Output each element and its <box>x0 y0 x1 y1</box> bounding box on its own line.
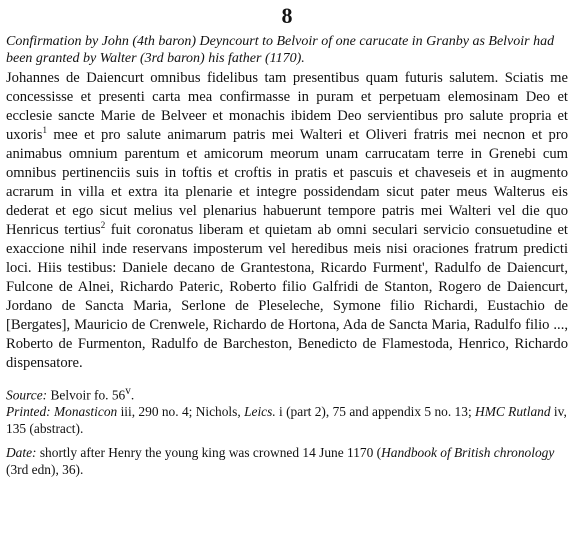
apparatus <box>6 383 568 478</box>
printed-title-monasticon: Monasticon <box>53 404 118 420</box>
printed-label: Printed: <box>6 404 51 420</box>
charter-text-part-3: fuit coronatus liberam et quietam ab omni seculari servicio consuetudine et exaccione nihil inde reservans imposterum vel heredibus meis nisi oraciones fratrum predicti loci. Hiis testibus: Daniele decano de Grantestona, Ricardo Furment', Radulfo de Daiencurt, Fulcone de Alnei, Richardo Pateric, Roberto filio Galfridi de Stanton, Rogero de Daiencurt, Jordano de Sancta Maria, Serlone de Pleseleche, Symone filio Richardi, Eustachio de [Bergates], Mauricio de Crenwele, Richardo de Hortona, Ada de Sancta Maria, Radulfo filio ..., Roberto de Furmenton, Radulfo de Barcheston, Benedicto de Flamestoda, Henrico, Richardo dispensatore. <box>6 222 568 371</box>
charter-text-part-1: Johannes de Daiencurt omnibus fidelibus tam presentibus quam futuris salutem. Sciatis me concessisse et presenti carta mea confirmasse in puram et perpetuam elemosinam Deo et ecclesie sancte Marie de Belveer et monachis ibidem Deo servientibus pro salute propria et uxoris <box>6 70 568 143</box>
date-text-1: shortly after Henry the young king was crowned 14 June 1170 ( <box>36 445 382 461</box>
printed-text-4: iv, 135 (abstract). <box>6 404 567 437</box>
source-text: Belvoir fo. 56 <box>47 387 126 403</box>
source-label: Source: <box>6 387 48 403</box>
printed-title-leics: Leics. <box>244 404 276 420</box>
date-label: Date: <box>6 445 37 461</box>
note-spacer <box>6 437 568 444</box>
source-note <box>6 383 568 403</box>
document-page <box>0 4 576 546</box>
charter-text-part-2: mee et pro salute animarum patris mei Walteri et Oliveri fratris mei necnon et pro animabus omnium parentum et amicorum meorum unam carrucatam terre in Grenebi cum omnibus pertinenciis suis in toftis et croftis in pratis et pascuis et chaveseis et in augmento acrarum in villa et extra ita plenarie et integre possidendam sicut pater meus Walterus eis dederat et ego sicut melius vel plenarius habuerunt tempore patris mei Walteri vel die quo Henricus tertius <box>6 127 568 238</box>
printed-title-hmc-rutland: HMC Rutland <box>475 404 551 420</box>
printed-note <box>6 403 568 437</box>
printed-text-3: i (part 2), 75 and appendix 5 no. 13; <box>275 404 476 420</box>
source-verso-mark: v <box>125 385 131 397</box>
footnote-marker-2[interactable]: 2 <box>100 220 106 231</box>
charter-text <box>6 69 568 373</box>
source-end: . <box>130 387 135 403</box>
date-note <box>6 444 568 478</box>
printed-text-2: iii, 290 no. 4; Nichols, <box>117 404 245 420</box>
footnote-marker-1[interactable]: 1 <box>42 125 47 136</box>
date-text-2: (3rd edn), 36). <box>6 462 84 478</box>
document-number: 8 <box>281 3 293 28</box>
document-heading: Confirmation by John (4th baron) Deyncourt to Belvoir of one carucate in Granby as Belvoir had been granted by Walter (3rd baron) his father (1170). <box>6 34 555 66</box>
date-title-handbook: Handbook of British chronology <box>381 445 555 461</box>
